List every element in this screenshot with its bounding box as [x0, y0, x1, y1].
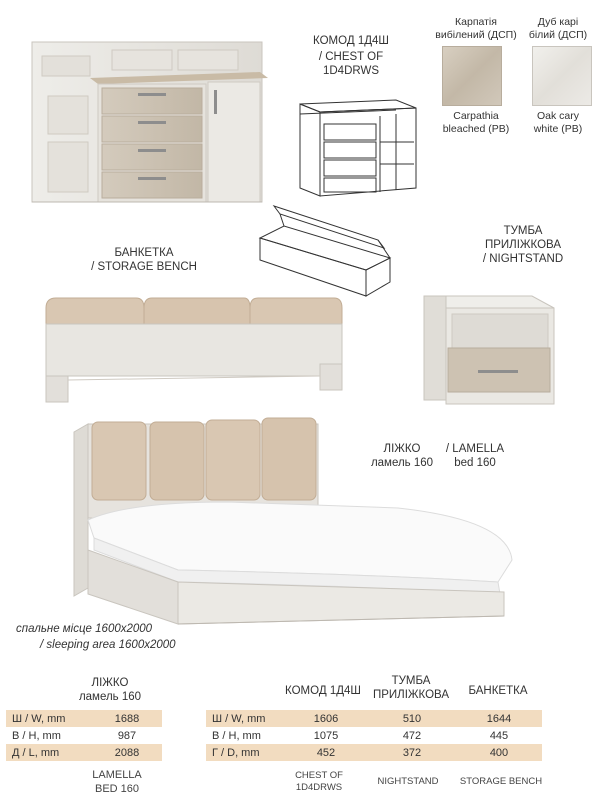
chest-line-drawing: [296, 92, 424, 204]
row-label: Г / D, mm: [212, 746, 260, 759]
row-value-bench: 1644: [486, 712, 512, 725]
row-value: 987: [117, 729, 137, 742]
swatch-1-bottom-label: Carpathia bleached (PB): [442, 110, 510, 135]
col-header-bench: БАНКЕТКА: [468, 685, 528, 697]
row-value-nightstand: 372: [402, 746, 422, 759]
main-spec-table: [206, 710, 542, 761]
col-header-nightstand: ТУМБА ПРИЛІЖКОВА: [372, 675, 450, 701]
bed-row-height: [6, 727, 162, 744]
bed-row-length: [6, 744, 162, 761]
nightstand-photo: [420, 290, 560, 408]
row-value-nightstand: 510: [402, 712, 422, 725]
swatch-2-top-label: Дуб карі білий (ДСП): [528, 16, 588, 41]
row-label: В / H, mm: [212, 729, 261, 742]
row-value: 1688: [114, 712, 140, 725]
swatch-2-bottom-label: Oak cary white (PB): [533, 110, 583, 135]
col-footer-bench: STORAGE BENCH: [459, 776, 543, 787]
chest-label-ua: КОМОД 1Д4Ш: [313, 35, 389, 47]
row-label: Ш / W, mm: [212, 712, 266, 725]
col-footer-chest: CHEST OF 1D4DRWS: [295, 770, 343, 793]
bed-row-width: [6, 710, 162, 727]
row-value-bench: 400: [489, 746, 509, 759]
bench-photo: [40, 290, 346, 404]
swatch-1-sample: [442, 46, 502, 106]
row-value-nightstand: 472: [402, 729, 422, 742]
row-value: 2088: [114, 746, 140, 759]
row-value-chest: 1606: [313, 712, 339, 725]
chest-photo: [28, 38, 274, 210]
bed-label-ua: ЛІЖКО ламель 160: [370, 443, 434, 469]
row-label: В / H, mm: [12, 729, 61, 742]
swatch-1-top-label: Карпатія вибілений (ДСП): [435, 16, 517, 41]
row-value-bench: 445: [489, 729, 509, 742]
col-header-chest: КОМОД 1Д4Ш: [285, 685, 361, 697]
row-value-chest: 1075: [313, 729, 339, 742]
bed-label-en: / LAMELLA bed 160: [445, 443, 505, 469]
row-value-chest: 452: [316, 746, 336, 759]
bed-table-footer: LAMELLA BED 160: [92, 769, 142, 795]
col-footer-nightstand: NIGHTSTAND: [377, 776, 439, 787]
main-row-height: [206, 727, 542, 744]
row-label: Д / L, mm: [12, 746, 60, 759]
row-label: Ш / W, mm: [12, 712, 66, 725]
sleeping-area-en: / sleeping area 1600х2000: [40, 639, 176, 651]
bench-line-drawing: [254, 200, 404, 304]
nightstand-label: ТУМБА ПРИЛІЖКОВА / NIGHTSTAND: [482, 225, 564, 265]
bed-spec-table: [6, 710, 162, 761]
bed-table-header: ЛІЖКО ламель 160: [78, 677, 142, 703]
main-row-width: [206, 710, 542, 727]
sleeping-area-ua: спальне місце 1600х2000: [16, 623, 153, 635]
chest-label-en: / CHEST OF 1D4DRWS: [318, 51, 384, 77]
main-row-depth: [206, 744, 542, 761]
bench-label: БАНКЕТКА / STORAGE BENCH: [91, 247, 197, 273]
swatch-2-sample: [532, 46, 592, 106]
